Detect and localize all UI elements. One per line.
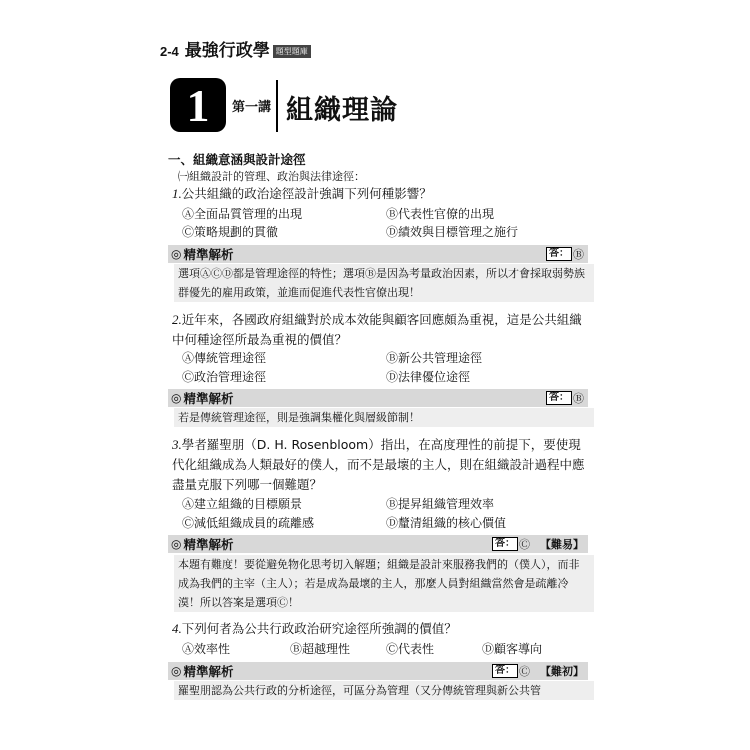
- question-3: [172, 435, 592, 495]
- option-c: Ⓒ策略規劃的貫徹: [182, 225, 279, 239]
- target-icon: ◎: [171, 391, 182, 405]
- analysis-label: 精準解析: [183, 247, 234, 262]
- question-number: 2.: [172, 312, 182, 327]
- question-number: 4.: [172, 621, 182, 636]
- chapter-title: 組織理論: [286, 95, 398, 126]
- option-b: Ⓑ代表性官僚的出現: [386, 207, 495, 221]
- question-stem: 學者羅聖朋（D. H. Rosenbloom）指出，在高度理性的前提下，要使現代化組織成為人類最好的僕人，而不是最壞的主人，則在組織設計過程中應盡量克服下列哪一個難題？: [172, 437, 585, 492]
- answer-label: 答：: [546, 247, 572, 261]
- section-title: 一、組織意涵與設計途徑: [168, 152, 306, 167]
- subsection-title: ㈠組織設計的管理、政治與法律途徑：: [178, 170, 365, 183]
- answer-label: 答：: [492, 537, 518, 551]
- option-a: Ⓐ建立組織的目標願景: [182, 497, 303, 511]
- chapter-number-box: 1: [170, 78, 226, 132]
- analysis-label: 精準解析: [183, 537, 234, 552]
- question-2: [172, 310, 592, 350]
- option-d: Ⓓ釐清組織的核心價值: [386, 516, 507, 530]
- chapter-lecture-label: 第一講: [232, 100, 272, 115]
- option-d: Ⓓ顧客導向: [482, 642, 543, 656]
- question-1: [172, 184, 592, 204]
- question-stem: 下列何者為公共行政政治研究途徑所強調的價值？: [181, 621, 457, 636]
- difficulty-tag: 【難初】: [540, 665, 584, 678]
- explanation: 羅聖朋認為公共行政的分析途徑，可區分為管理（又分傳統管理與新公共管: [174, 681, 594, 700]
- explanation: 選項ⒶⒸⒹ都是管理途徑的特性；選項Ⓑ是因為考量政治因素，所以才會採取弱勢族群優先的雇用政策，並進而促進代表性官僚出現！: [174, 264, 594, 302]
- answer-value: Ⓒ: [519, 665, 530, 678]
- analysis-label: 精準解析: [183, 664, 234, 679]
- option-a: Ⓐ全面品質管理的出現: [182, 207, 303, 221]
- question-number: 1.: [172, 186, 182, 201]
- analysis-bar: [168, 535, 588, 553]
- analysis-label: 精準解析: [183, 391, 234, 406]
- option-b: Ⓑ新公共管理途徑: [386, 351, 483, 365]
- header-badge: 題型題庫: [273, 45, 311, 58]
- answer-value: Ⓑ: [573, 392, 584, 405]
- analysis-bar: [168, 662, 588, 680]
- target-icon: ◎: [171, 664, 182, 678]
- option-c: Ⓒ減低組織成員的疏離感: [182, 516, 315, 530]
- option-d: Ⓓ績效與目標管理之施行: [386, 225, 519, 239]
- analysis-bar: [168, 245, 588, 263]
- target-icon: ◎: [171, 247, 182, 261]
- question-stem: 公共組織的政治途徑設計強調下列何種影響？: [181, 186, 432, 201]
- section-number: 2-4: [160, 44, 179, 59]
- question-4: [172, 619, 592, 639]
- option-b: Ⓑ提昇組織管理效率: [386, 497, 495, 511]
- explanation: 若是傳統管理途徑，則是強調集權化與層級節制！: [174, 408, 594, 427]
- answer-value: Ⓒ: [519, 538, 530, 551]
- option-c: Ⓒ政治管理途徑: [182, 370, 267, 384]
- explanation: 本題有難度！要從避免物化思考切入解題；組織是設計來服務我們的（僕人），而非成為我們的主宰（主人）；若是成為最壞的主人，那麼人員對組織當然會是疏離冷漠！所以答案是選項Ⓒ！: [174, 555, 594, 612]
- book-title: 最強行政學: [184, 41, 270, 61]
- target-icon: ◎: [171, 537, 182, 551]
- option-c: Ⓒ代表性: [386, 642, 435, 656]
- running-header: [160, 36, 311, 61]
- difficulty-tag: 【難易】: [540, 538, 584, 551]
- option-a: Ⓐ效率性: [182, 642, 231, 656]
- chapter-divider: [276, 80, 278, 132]
- question-stem: 近年來，各國政府組織對於成本效能與顧客回應頗為重視，這是公共組織中何種途徑所最為重視的價值？: [172, 312, 582, 347]
- option-b: Ⓑ超越理性: [290, 642, 351, 656]
- option-d: Ⓓ法律優位途徑: [386, 370, 471, 384]
- analysis-bar: [168, 389, 588, 407]
- answer-label: 答：: [492, 664, 518, 678]
- option-a: Ⓐ傳統管理途徑: [182, 351, 267, 365]
- answer-value: Ⓑ: [573, 248, 584, 261]
- answer-label: 答：: [546, 391, 572, 405]
- question-number: 3.: [172, 437, 182, 452]
